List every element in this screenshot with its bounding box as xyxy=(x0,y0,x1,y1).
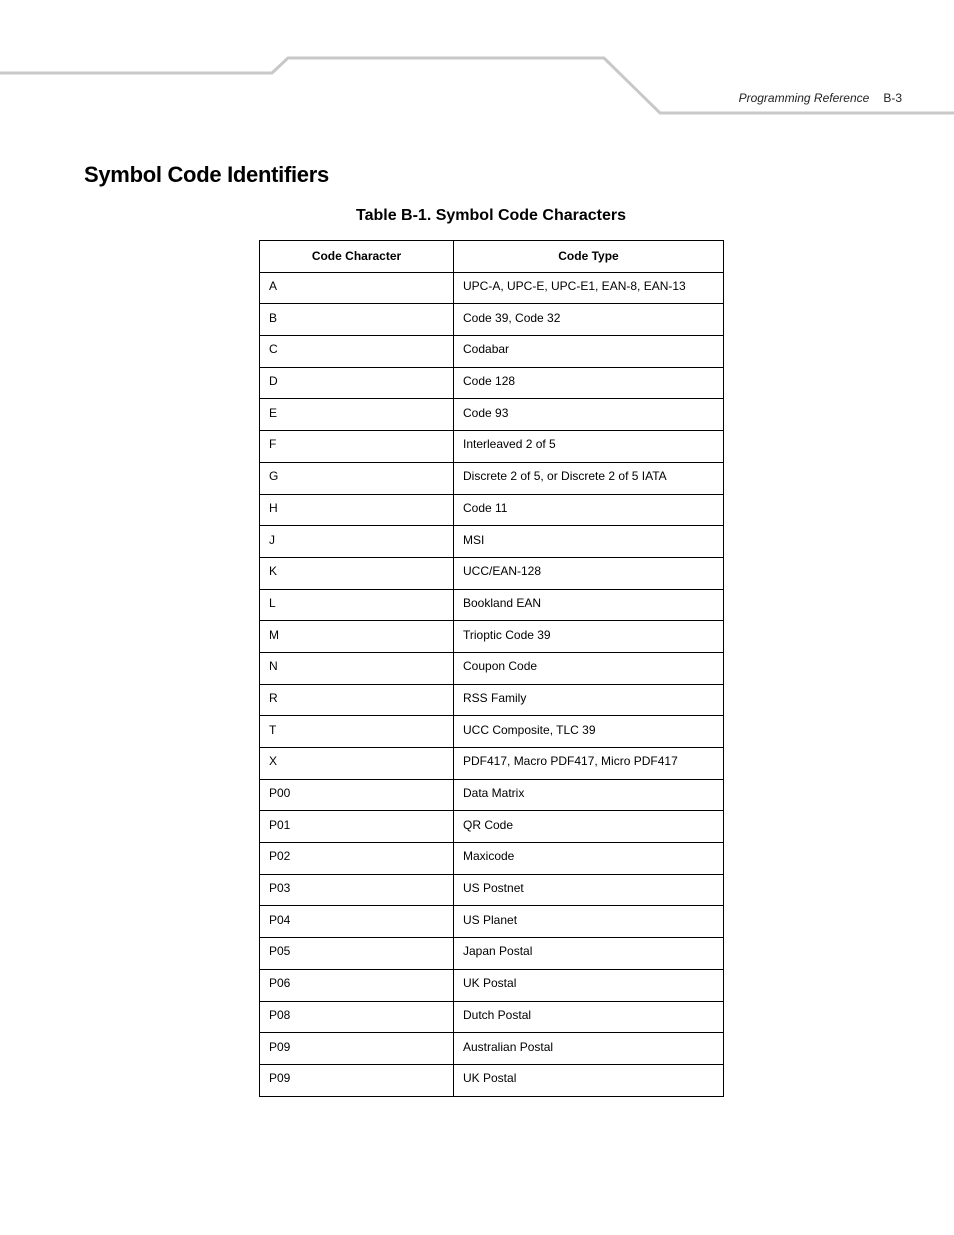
code-character-cell: P00 xyxy=(260,779,454,811)
table-row xyxy=(260,779,724,811)
table-row xyxy=(260,589,724,621)
table-row xyxy=(260,431,724,463)
code-type-cell: Coupon Code xyxy=(454,652,724,684)
column-header-code-character: Code Character xyxy=(260,241,454,273)
code-type-cell: Code 39, Code 32 xyxy=(454,304,724,336)
code-character-cell: C xyxy=(260,336,454,368)
table-row xyxy=(260,1001,724,1033)
code-type-cell: QR Code xyxy=(454,811,724,843)
running-header xyxy=(739,91,902,105)
code-type-cell: Data Matrix xyxy=(454,779,724,811)
table-row xyxy=(260,684,724,716)
table-header-row xyxy=(260,241,724,273)
code-type-cell: Maxicode xyxy=(454,843,724,875)
code-type-cell: Interleaved 2 of 5 xyxy=(454,431,724,463)
column-header-code-type: Code Type xyxy=(454,241,724,273)
code-character-cell: N xyxy=(260,652,454,684)
code-character-cell: R xyxy=(260,684,454,716)
code-character-cell: E xyxy=(260,399,454,431)
code-character-cell: H xyxy=(260,494,454,526)
section-title: Symbol Code Identifiers xyxy=(84,162,329,187)
table-row xyxy=(260,272,724,304)
code-character-cell: P08 xyxy=(260,1001,454,1033)
table-row xyxy=(260,304,724,336)
code-type-cell: PDF417, Macro PDF417, Micro PDF417 xyxy=(454,748,724,780)
table-row xyxy=(260,336,724,368)
code-type-cell: US Postnet xyxy=(454,874,724,906)
table-row xyxy=(260,462,724,494)
table-row xyxy=(260,843,724,875)
table-row xyxy=(260,716,724,748)
code-type-cell: RSS Family xyxy=(454,684,724,716)
code-character-cell: D xyxy=(260,367,454,399)
code-type-cell: UK Postal xyxy=(454,1064,724,1096)
table-row xyxy=(260,874,724,906)
code-character-cell: P04 xyxy=(260,906,454,938)
code-type-cell: Trioptic Code 39 xyxy=(454,621,724,653)
table-row xyxy=(260,494,724,526)
table-row xyxy=(260,938,724,970)
code-type-cell: UCC Composite, TLC 39 xyxy=(454,716,724,748)
code-type-cell: MSI xyxy=(454,526,724,558)
code-character-cell: P09 xyxy=(260,1033,454,1065)
code-character-cell: K xyxy=(260,557,454,589)
code-type-cell: UPC-A, UPC-E, UPC-E1, EAN-8, EAN-13 xyxy=(454,272,724,304)
table-row xyxy=(260,526,724,558)
code-type-cell: US Planet xyxy=(454,906,724,938)
table-caption: Table B-1. Symbol Code Characters xyxy=(356,207,626,224)
code-character-cell: P02 xyxy=(260,843,454,875)
code-type-cell: UK Postal xyxy=(454,969,724,1001)
table-row xyxy=(260,367,724,399)
table-body xyxy=(260,272,724,1096)
table-row xyxy=(260,652,724,684)
code-character-cell: P05 xyxy=(260,938,454,970)
code-character-cell: P01 xyxy=(260,811,454,843)
code-character-cell: L xyxy=(260,589,454,621)
code-character-cell: X xyxy=(260,748,454,780)
code-type-cell: Code 128 xyxy=(454,367,724,399)
code-type-cell: Japan Postal xyxy=(454,938,724,970)
code-character-cell: P03 xyxy=(260,874,454,906)
table-row xyxy=(260,748,724,780)
code-type-cell: Australian Postal xyxy=(454,1033,724,1065)
code-character-cell: J xyxy=(260,526,454,558)
code-type-cell: Dutch Postal xyxy=(454,1001,724,1033)
code-character-cell: B xyxy=(260,304,454,336)
code-character-cell: A xyxy=(260,272,454,304)
code-type-cell: Codabar xyxy=(454,336,724,368)
code-type-cell: Code 11 xyxy=(454,494,724,526)
table-row xyxy=(260,1064,724,1096)
table-row xyxy=(260,969,724,1001)
code-character-cell: F xyxy=(260,431,454,463)
running-header-title: Programming Reference xyxy=(738,91,870,105)
code-character-cell: P09 xyxy=(260,1064,454,1096)
table-row xyxy=(260,1033,724,1065)
code-type-cell: Code 93 xyxy=(454,399,724,431)
table-row xyxy=(260,621,724,653)
code-type-cell: Bookland EAN xyxy=(454,589,724,621)
code-character-cell: G xyxy=(260,462,454,494)
table-row xyxy=(260,906,724,938)
code-type-cell: UCC/EAN-128 xyxy=(454,557,724,589)
code-character-cell: P06 xyxy=(260,969,454,1001)
table-row xyxy=(260,557,724,589)
page-number: B-3 xyxy=(883,91,902,105)
table-row xyxy=(260,811,724,843)
code-character-cell: T xyxy=(260,716,454,748)
code-character-cell: M xyxy=(260,621,454,653)
table-row xyxy=(260,399,724,431)
code-type-cell: Discrete 2 of 5, or Discrete 2 of 5 IATA xyxy=(454,462,724,494)
symbol-code-table xyxy=(259,240,724,1097)
